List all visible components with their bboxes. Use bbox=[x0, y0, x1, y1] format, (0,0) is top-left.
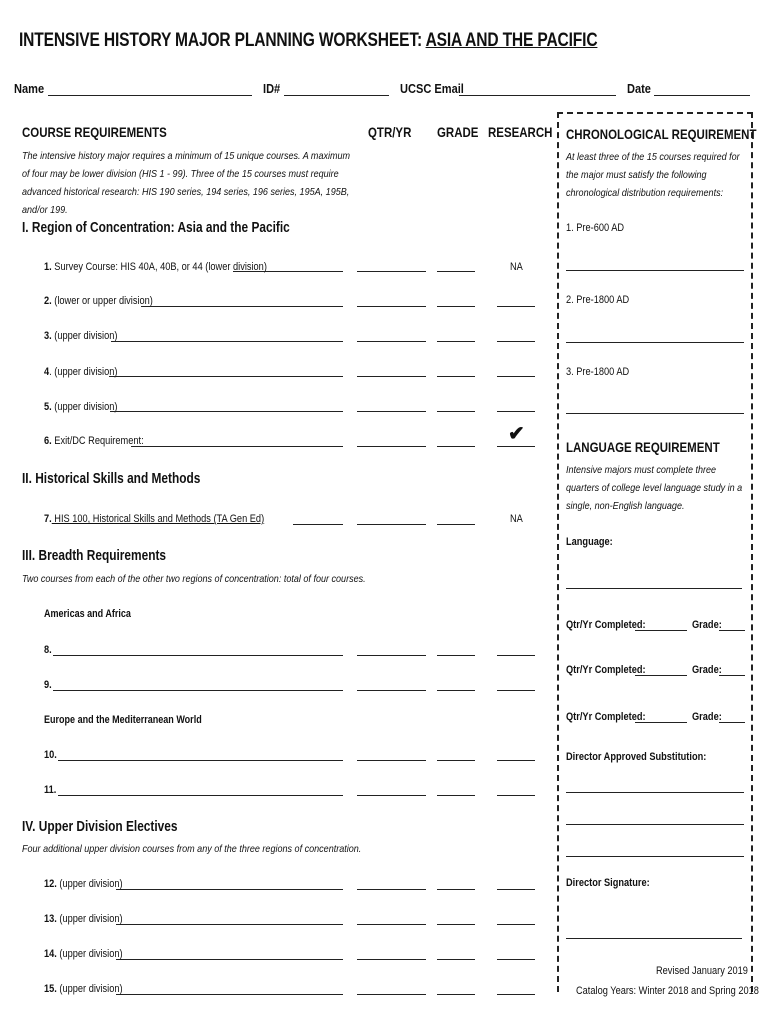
grade-field-3[interactable] bbox=[719, 722, 745, 723]
course-row-10-field[interactable] bbox=[58, 760, 343, 761]
chrono-item-3-field[interactable] bbox=[566, 413, 744, 414]
course-row-12-research[interactable] bbox=[497, 889, 535, 890]
research-column-heading: RESEARCH bbox=[488, 124, 553, 140]
qtr-completed-label-3: Qtr/Yr Completed: bbox=[566, 711, 646, 723]
language-desc: Intensive majors must complete three quarters of college level language study in a single, non-English language. bbox=[566, 464, 743, 512]
signature-field[interactable] bbox=[566, 938, 742, 939]
grade-column-heading: GRADE bbox=[437, 124, 479, 140]
requirements-sidebar-box bbox=[557, 112, 753, 992]
chrono-item-1-field[interactable] bbox=[566, 270, 744, 271]
signature-label: Director Signature: bbox=[566, 877, 650, 889]
id-field[interactable] bbox=[284, 95, 389, 96]
course-row-11-qtr[interactable] bbox=[357, 795, 426, 796]
chronological-heading: CHRONOLOGICAL REQUIREMENT bbox=[566, 126, 757, 142]
course-row-4-grade[interactable] bbox=[437, 376, 475, 377]
course-row-14-qtr[interactable] bbox=[357, 959, 426, 960]
course-row-13-field[interactable] bbox=[116, 924, 343, 925]
grade-label-2: Grade: bbox=[692, 664, 722, 676]
course-row-10-research[interactable] bbox=[497, 760, 535, 761]
chrono-item-1: 1. Pre-600 AD bbox=[566, 222, 625, 234]
course-row-12-label: 12. (upper division) bbox=[44, 878, 123, 890]
course-row-13-qtr[interactable] bbox=[357, 924, 426, 925]
chrono-item-2: 2. Pre-1800 AD bbox=[566, 294, 630, 306]
course-row-8-research[interactable] bbox=[497, 655, 535, 656]
course-row-9-research[interactable] bbox=[497, 690, 535, 691]
id-label: ID# bbox=[263, 81, 281, 96]
grade-label-3: Grade: bbox=[692, 711, 722, 723]
course-row-3-qtr[interactable] bbox=[357, 341, 426, 342]
course-row-15-grade[interactable] bbox=[437, 994, 475, 995]
course-row-11-research[interactable] bbox=[497, 795, 535, 796]
course-row-5-research[interactable] bbox=[497, 411, 535, 412]
course-row-10-grade[interactable] bbox=[437, 760, 475, 761]
course-row-1-research: NA bbox=[510, 261, 523, 273]
section-1-title: I. Region of Concentration: Asia and the Pacific bbox=[22, 220, 290, 236]
course-row-12-qtr[interactable] bbox=[357, 889, 426, 890]
course-row-3-research[interactable] bbox=[497, 341, 535, 342]
course-row-4-label: 4. (upper division) bbox=[44, 366, 118, 378]
substitution-field-3[interactable] bbox=[566, 856, 744, 857]
course-row-2-label: 2. (lower or upper division) bbox=[44, 295, 153, 307]
course-row-4-research[interactable] bbox=[497, 376, 535, 377]
course-row-14-grade[interactable] bbox=[437, 959, 475, 960]
course-row-11-field[interactable] bbox=[58, 795, 343, 796]
email-field[interactable] bbox=[459, 95, 616, 96]
course-row-12-field[interactable] bbox=[116, 889, 343, 890]
course-row-5-field[interactable] bbox=[110, 411, 343, 412]
group-americas-africa: Americas and Africa bbox=[44, 608, 131, 620]
qtr-completed-field-1[interactable] bbox=[635, 630, 687, 631]
course-row-6-label: 6. Exit/DC Requirement: bbox=[44, 435, 144, 447]
name-field[interactable] bbox=[48, 95, 252, 96]
course-row-7-grade[interactable] bbox=[437, 524, 475, 525]
course-row-9-label: 9. bbox=[44, 679, 52, 691]
course-row-2-research[interactable] bbox=[497, 306, 535, 307]
course-row-6-grade[interactable] bbox=[437, 446, 475, 447]
course-row-14-research[interactable] bbox=[497, 959, 535, 960]
substitution-field-1[interactable] bbox=[566, 792, 744, 793]
course-row-10-qtr[interactable] bbox=[357, 760, 426, 761]
course-row-14-field[interactable] bbox=[116, 959, 343, 960]
name-label: Name bbox=[14, 81, 45, 96]
language-label: Language: bbox=[566, 536, 613, 548]
course-row-8-grade[interactable] bbox=[437, 655, 475, 656]
qtr-completed-label-2: Qtr/Yr Completed: bbox=[566, 664, 646, 676]
course-row-13-grade[interactable] bbox=[437, 924, 475, 925]
qtr-completed-field-3[interactable] bbox=[635, 722, 687, 723]
substitution-label: Director Approved Substitution: bbox=[566, 751, 707, 763]
grade-label-1: Grade: bbox=[692, 619, 722, 631]
course-row-3-grade[interactable] bbox=[437, 341, 475, 342]
chrono-item-3: 3. Pre-1800 AD bbox=[566, 366, 630, 378]
language-field[interactable] bbox=[566, 588, 742, 589]
course-row-6-field[interactable] bbox=[131, 446, 343, 447]
qtr-completed-field-2[interactable] bbox=[635, 675, 687, 676]
course-row-2-qtr[interactable] bbox=[357, 306, 426, 307]
course-row-3-field[interactable] bbox=[111, 341, 343, 342]
course-row-7-research: NA bbox=[510, 513, 523, 525]
course-row-15-field[interactable] bbox=[116, 994, 343, 995]
course-row-8-label: 8. bbox=[44, 644, 52, 656]
intro-text: The intensive history major requires a minimum of 15 unique courses. A maximum of four may be lower division (HIS 1 - 99). Three of the 15 courses must require advanced historical research: HIS 190 series, 194 series, 196 series, 195A, 195B, and/or 199. bbox=[22, 150, 351, 216]
course-row-9-qtr[interactable] bbox=[357, 690, 426, 691]
course-row-12-grade[interactable] bbox=[437, 889, 475, 890]
course-row-3-label: 3. (upper division) bbox=[44, 330, 118, 342]
course-row-9-field[interactable] bbox=[53, 690, 343, 691]
section-2-title: II. Historical Skills and Methods bbox=[22, 471, 201, 487]
checkmark-icon: ✔ bbox=[508, 423, 525, 445]
chrono-item-2-field[interactable] bbox=[566, 342, 744, 343]
group-europe-mediterranean: Europe and the Mediterranean World bbox=[44, 714, 202, 726]
course-row-15-label: 15. (upper division) bbox=[44, 983, 123, 995]
course-row-8-field[interactable] bbox=[53, 655, 343, 656]
course-row-6-research-line[interactable] bbox=[497, 446, 535, 447]
page-title: INTENSIVE HISTORY MAJOR PLANNING WORKSHEET: ASIA AND THE PACIFIC bbox=[19, 30, 598, 51]
course-row-15-research[interactable] bbox=[497, 994, 535, 995]
course-row-8-qtr[interactable] bbox=[357, 655, 426, 656]
revised-date: Revised January 2019 bbox=[656, 965, 748, 977]
email-label: UCSC Email bbox=[400, 81, 464, 96]
course-row-15-qtr[interactable] bbox=[357, 994, 426, 995]
course-row-4-field[interactable] bbox=[109, 376, 343, 377]
section-4-title: IV. Upper Division Electives bbox=[22, 819, 178, 835]
course-row-1-label: 1. Survey Course: HIS 40A, 40B, or 44 (lower division) bbox=[44, 261, 267, 273]
qtr-completed-label-1: Qtr/Yr Completed: bbox=[566, 619, 646, 631]
course-row-7-qtr[interactable] bbox=[357, 524, 426, 525]
course-row-11-label: 11. bbox=[44, 784, 57, 796]
course-row-1-field[interactable] bbox=[233, 271, 343, 272]
course-row-1-grade[interactable] bbox=[437, 271, 475, 272]
course-row-9-grade[interactable] bbox=[437, 690, 475, 691]
grade-field-1[interactable] bbox=[719, 630, 745, 631]
course-row-5-grade[interactable] bbox=[437, 411, 475, 412]
chronological-desc: At least three of the 15 courses required for the major must satisfy the following chronological distribution requirements: bbox=[566, 151, 740, 199]
course-row-5-label: 5. (upper division) bbox=[44, 401, 118, 413]
language-heading: LANGUAGE REQUIREMENT bbox=[566, 439, 720, 455]
course-row-5-qtr[interactable] bbox=[357, 411, 426, 412]
course-row-7-field[interactable] bbox=[293, 524, 343, 525]
course-row-2-field[interactable] bbox=[141, 306, 343, 307]
section-3-desc: Two courses from each of the other two regions of concentration: total of four courses. bbox=[22, 573, 366, 585]
section-3-title: III. Breadth Requirements bbox=[22, 548, 167, 564]
course-row-7-label: 7. HIS 100, Historical Skills and Methods (TA Gen Ed) bbox=[44, 513, 265, 525]
course-row-4-qtr[interactable] bbox=[357, 376, 426, 377]
course-row-10-label: 10. bbox=[44, 749, 57, 761]
course-row-14-label: 14. (upper division) bbox=[44, 948, 123, 960]
course-row-13-research[interactable] bbox=[497, 924, 535, 925]
course-row-6-qtr[interactable] bbox=[357, 446, 426, 447]
course-requirements-heading: COURSE REQUIREMENTS bbox=[22, 124, 167, 140]
date-label: Date bbox=[627, 81, 651, 96]
course-row-1-qtr[interactable] bbox=[357, 271, 426, 272]
date-field[interactable] bbox=[654, 95, 750, 96]
course-row-11-grade[interactable] bbox=[437, 795, 475, 796]
course-row-2-grade[interactable] bbox=[437, 306, 475, 307]
catalog-years: Catalog Years: Winter 2018 and Spring 2018 bbox=[576, 985, 759, 997]
qtr-column-heading: QTR/YR bbox=[368, 124, 412, 140]
section-4-desc: Four additional upper division courses from any of the three regions of concentration. bbox=[22, 843, 362, 855]
grade-field-2[interactable] bbox=[719, 675, 745, 676]
substitution-field-2[interactable] bbox=[566, 824, 744, 825]
course-row-13-label: 13. (upper division) bbox=[44, 913, 123, 925]
